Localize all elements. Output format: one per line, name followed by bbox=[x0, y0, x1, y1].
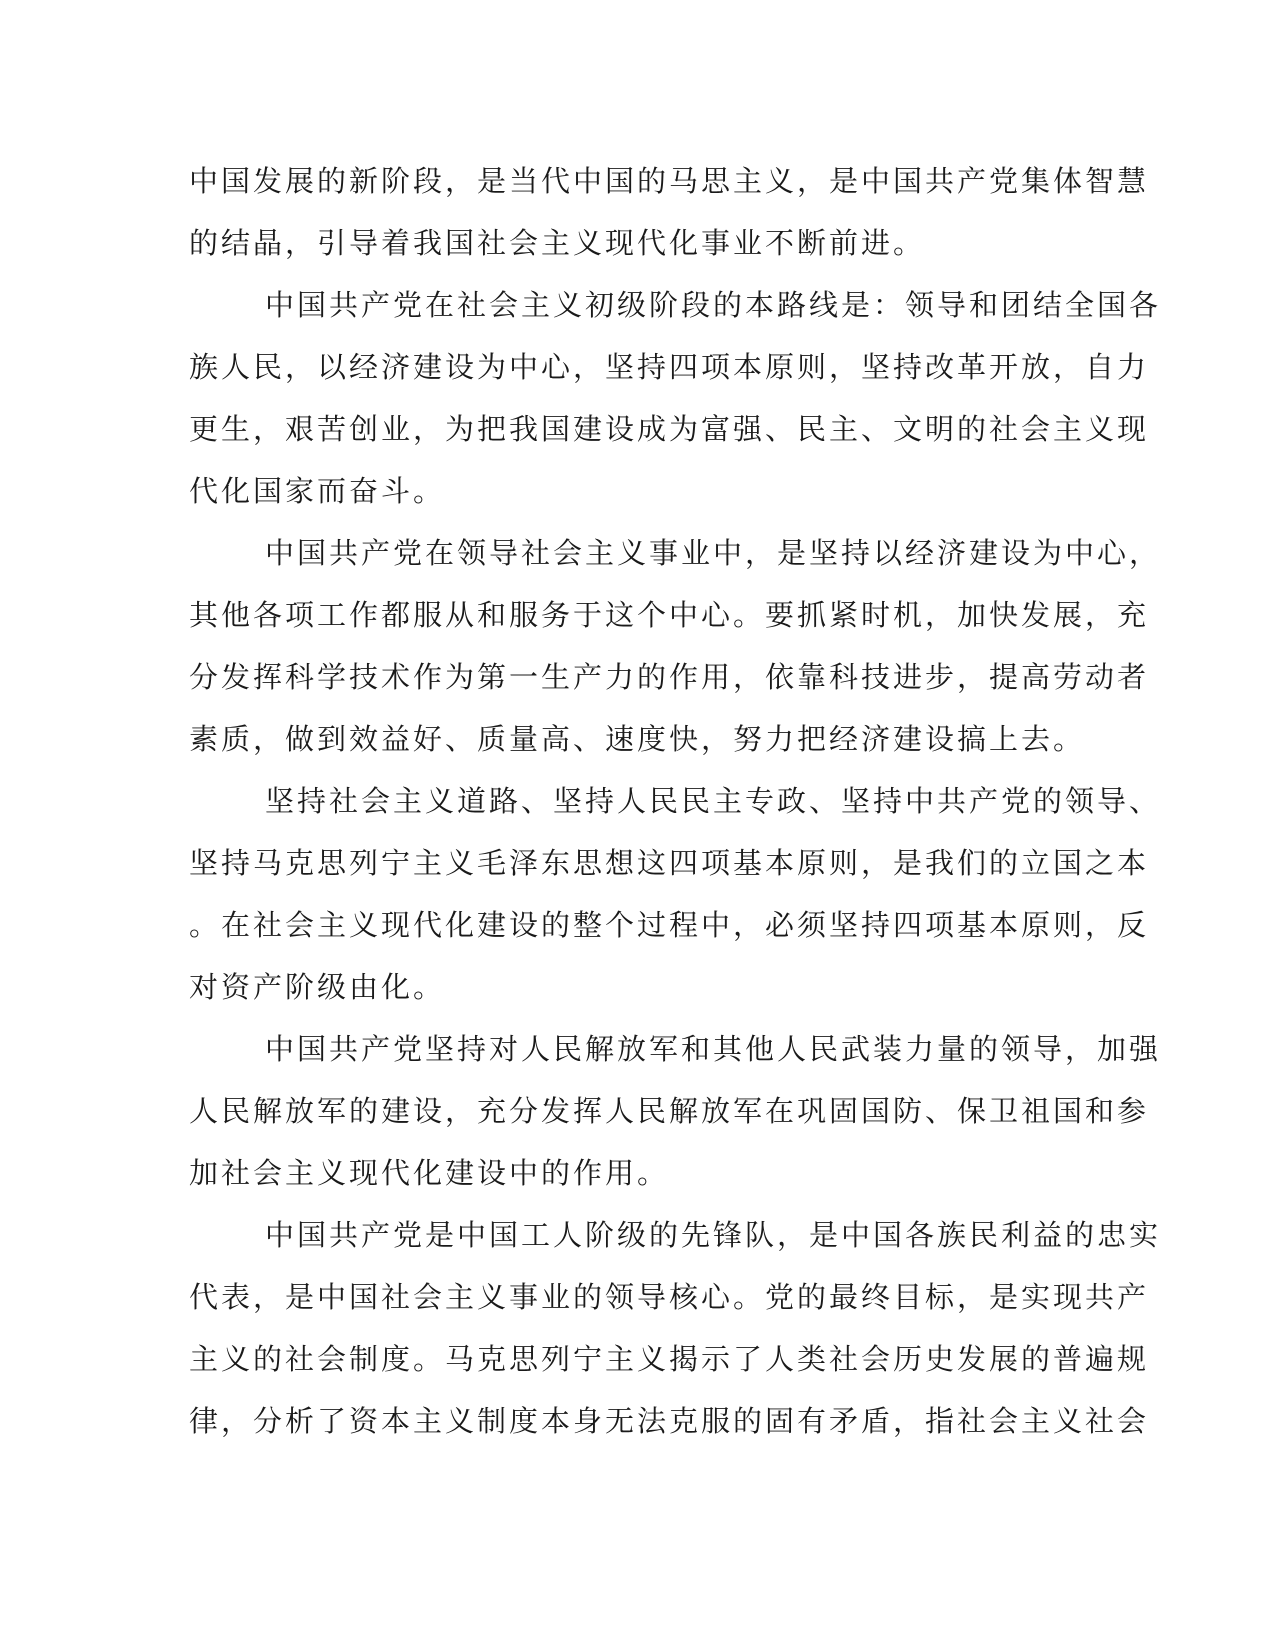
paragraph-first-line: 坚持社会主义道路、坚持人民民主专政、坚持中共产党的领导、 bbox=[265, 784, 1162, 818]
paragraph-line: 人民解放军的建设，充分发挥人民解放军在巩固国防、保卫祖国和参 bbox=[189, 1094, 1150, 1128]
paragraph-line: 族人民，以经济建设为中心，坚持四项本原则，坚持改革开放，自力 bbox=[189, 350, 1150, 384]
paragraph-line: 代化国家而奋斗。 bbox=[189, 474, 446, 508]
paragraph-line: 其他各项工作都服从和服务于这个中心。要抓紧时机，加快发展，充 bbox=[189, 598, 1150, 632]
paragraph-first-line: 中国共产党在领导社会主义事业中，是坚持以经济建设为中心， bbox=[265, 536, 1162, 570]
document-body bbox=[189, 162, 1162, 1464]
paragraph-line: 加社会主义现代化建设中的作用。 bbox=[189, 1156, 670, 1190]
paragraph-line: 中国发展的新阶段，是当代中国的马思主义，是中国共产党集体智慧 bbox=[189, 164, 1150, 198]
paragraph-first-line: 中国共产党是中国工人阶级的先锋队，是中国各族民利益的忠实 bbox=[265, 1218, 1162, 1252]
paragraph-line: 律，分析了资本主义制度本身无法克服的固有矛盾，指社会主义社会 bbox=[189, 1404, 1150, 1438]
paragraph-line: 分发挥科学技术作为第一生产力的作用，依靠科技进步，提高劳动者 bbox=[189, 660, 1150, 694]
paragraph-first-line: 中国共产党在社会主义初级阶段的本路线是：领导和团结全国各 bbox=[265, 288, 1162, 322]
paragraph-line: 代表，是中国社会主义事业的领导核心。党的最终目标，是实现共产 bbox=[189, 1280, 1150, 1314]
paragraph-line: 素质，做到效益好、质量高、速度快，努力把经济建设搞上去。 bbox=[189, 722, 1086, 756]
paragraph-line: 更生，艰苦创业，为把我国建设成为富强、民主、文明的社会主义现 bbox=[189, 412, 1150, 446]
paragraph-line: 坚持马克思列宁主义毛泽东思想这四项基本原则，是我们的立国之本 bbox=[189, 846, 1150, 880]
paragraph-line: 。在社会主义现代化建设的整个过程中，必须坚持四项基本原则，反 bbox=[189, 908, 1150, 942]
paragraph-line: 对资产阶级由化。 bbox=[189, 970, 446, 1004]
paragraph-first-line: 中国共产党坚持对人民解放军和其他人民武装力量的领导，加强 bbox=[265, 1032, 1162, 1066]
paragraph-line: 主义的社会制度。马克思列宁主义揭示了人类社会历史发展的普遍规 bbox=[189, 1342, 1150, 1376]
paragraph-line: 的结晶，引导着我国社会主义现代化事业不断前进。 bbox=[189, 226, 926, 260]
